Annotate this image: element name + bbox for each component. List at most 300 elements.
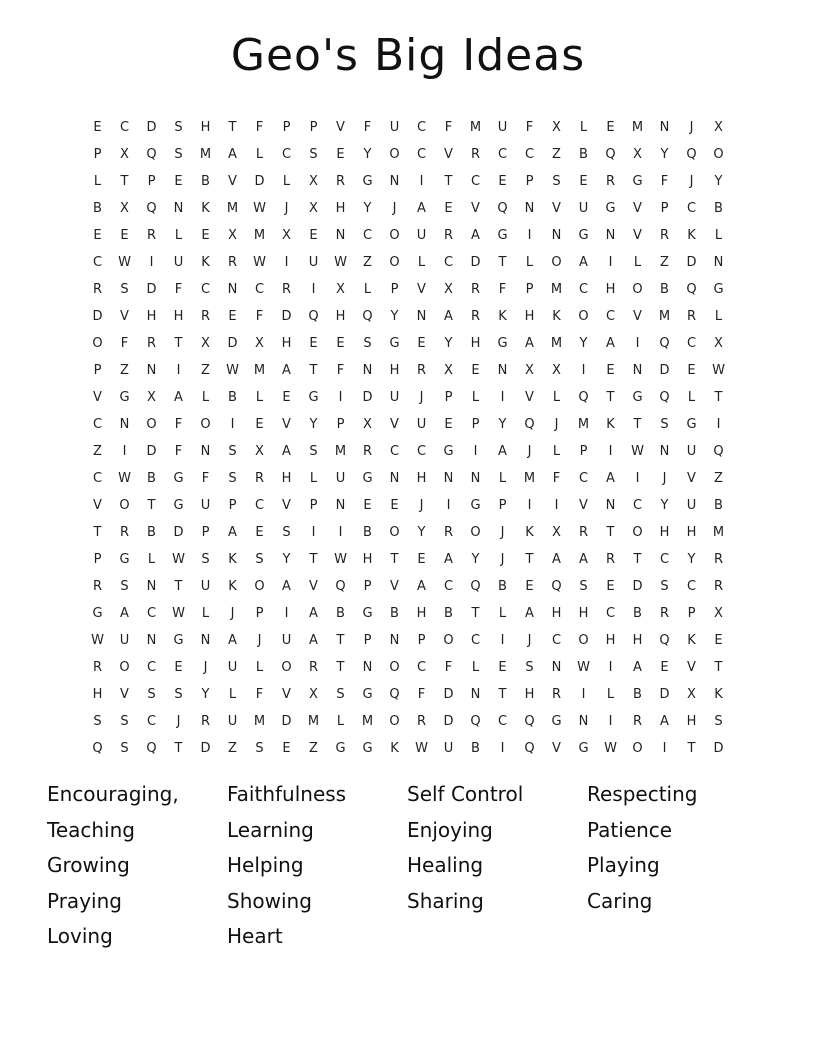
grid-cell: Q [389, 687, 400, 702]
grid-cell: T [714, 390, 723, 405]
grid-cell: V [309, 579, 318, 594]
grid-cell: I [122, 444, 127, 459]
grid-cell: U [416, 417, 427, 432]
grid-cell: W [334, 255, 347, 270]
grid-cell: O [200, 417, 211, 432]
grid-cell: I [284, 255, 289, 270]
grid-row [84, 681, 732, 708]
grid-cell: G [713, 282, 724, 297]
grid-cell: L [579, 120, 588, 135]
grid-cell: E [714, 633, 723, 648]
grid-cell: C [416, 444, 427, 459]
grid-cell: G [119, 552, 130, 567]
grid-cell: L [363, 282, 372, 297]
grid-cell: P [228, 498, 237, 513]
word-list-item: Caring [587, 888, 653, 913]
grid-row [84, 249, 732, 276]
grid-cell: J [527, 444, 532, 459]
grid-cell: A [444, 309, 453, 324]
grid-cell: C [362, 228, 373, 243]
word-list-item: Teaching [47, 817, 135, 842]
grid-row [84, 141, 732, 168]
grid-cell: Z [552, 147, 561, 162]
grid-cell: M [307, 714, 320, 729]
grid-cell: I [338, 390, 343, 405]
grid-cell: W [577, 660, 590, 675]
grid-cell: W [253, 201, 266, 216]
grid-cell: K [228, 552, 237, 567]
grid-cell: T [309, 363, 318, 378]
grid-row [84, 276, 732, 303]
grid-cell: U [200, 498, 211, 513]
grid-cell: C [551, 633, 562, 648]
grid-cell: V [390, 417, 399, 432]
grid-row [84, 330, 732, 357]
grid-cell: I [500, 633, 505, 648]
grid-cell: J [662, 471, 667, 486]
grid-cell: L [255, 390, 264, 405]
grid-cell: I [338, 525, 343, 540]
grid-cell: R [470, 147, 481, 162]
grid-cell: C [497, 147, 508, 162]
grid-cell: B [498, 579, 507, 594]
grid-cell: Q [659, 390, 670, 405]
grid-cell: C [92, 471, 103, 486]
grid-cell: E [363, 498, 372, 513]
grid-cell: O [578, 633, 589, 648]
grid-cell: X [714, 120, 723, 135]
grid-cell: X [552, 363, 561, 378]
word-list-item: Loving [47, 924, 113, 948]
grid-cell: Q [470, 579, 481, 594]
grid-cell: T [120, 174, 129, 189]
grid-row [84, 654, 732, 681]
grid-cell: N [146, 363, 157, 378]
grid-cell: U [335, 471, 346, 486]
grid-cell: N [605, 498, 616, 513]
word-list [47, 782, 767, 960]
grid-cell: O [119, 660, 130, 675]
grid-row [84, 519, 732, 546]
grid-cell: I [635, 471, 640, 486]
grid-cell: A [228, 525, 237, 540]
grid-cell: H [146, 309, 157, 324]
grid-cell: O [470, 525, 481, 540]
grid-cell: B [579, 147, 588, 162]
grid-cell: J [230, 606, 235, 621]
grid-cell: B [471, 741, 480, 756]
grid-cell: P [255, 606, 264, 621]
grid-cell: A [417, 579, 426, 594]
grid-cell: Q [497, 201, 508, 216]
grid-cell: I [149, 255, 154, 270]
grid-cell: K [687, 228, 696, 243]
grid-cell: T [471, 606, 480, 621]
grid-cell: W [118, 471, 131, 486]
grid-cell: T [606, 525, 615, 540]
grid-cell: X [633, 147, 642, 162]
grid-cell: N [470, 471, 481, 486]
grid-cell: B [714, 498, 723, 513]
grid-cell: O [389, 660, 400, 675]
grid-cell: X [201, 336, 210, 351]
grid-cell: X [282, 228, 291, 243]
grid-cell: L [552, 390, 561, 405]
grid-cell: U [443, 741, 454, 756]
grid-cell: G [551, 714, 562, 729]
grid-cell: E [390, 498, 399, 513]
grid-cell: T [174, 579, 183, 594]
grid-cell: U [200, 579, 211, 594]
grid-cell: S [201, 552, 210, 567]
grid-cell: H [416, 606, 427, 621]
grid-cell: N [524, 201, 535, 216]
grid-cell: S [660, 417, 669, 432]
grid-cell: V [687, 660, 696, 675]
grid-cell: H [524, 687, 535, 702]
grid-cell: J [500, 552, 505, 567]
grid-cell: E [336, 336, 345, 351]
grid-cell: A [228, 633, 237, 648]
grid-cell: N [659, 444, 670, 459]
word-list-item: Self Control [407, 782, 524, 806]
grid-cell: R [92, 282, 103, 297]
grid-cell: V [444, 147, 453, 162]
grid-cell: S [525, 660, 534, 675]
grid-cell: D [443, 714, 454, 729]
grid-cell: N [416, 309, 427, 324]
grid-cell: L [147, 552, 156, 567]
grid-cell: C [92, 255, 103, 270]
grid-cell: V [417, 282, 426, 297]
grid-cell: U [281, 633, 292, 648]
grid-cell: B [363, 525, 372, 540]
grid-cell: C [605, 309, 616, 324]
grid-cell: T [525, 552, 534, 567]
grid-cell: C [605, 606, 616, 621]
grid-cell: G [119, 390, 130, 405]
grid-cell: U [578, 201, 589, 216]
grid-cell: C [119, 120, 130, 135]
grid-cell: M [550, 282, 563, 297]
grid-cell: B [93, 201, 102, 216]
grid-cell: A [579, 552, 588, 567]
grid-cell: S [174, 147, 183, 162]
grid-cell: A [633, 660, 642, 675]
grid-cell: Y [579, 336, 588, 351]
grid-cell: E [471, 363, 480, 378]
grid-cell: X [309, 174, 318, 189]
grid-cell: E [660, 660, 669, 675]
grid-cell: J [500, 525, 505, 540]
grid-cell: P [363, 579, 372, 594]
grid-cell: V [633, 309, 642, 324]
grid-cell: G [335, 741, 346, 756]
grid-cell: X [687, 687, 696, 702]
grid-cell: I [608, 444, 613, 459]
grid-cell: Y [687, 552, 696, 567]
grid-cell: Y [363, 147, 372, 162]
grid-cell: T [687, 741, 696, 756]
grid-row [84, 600, 732, 627]
grid-cell: A [579, 255, 588, 270]
word-list-item: Enjoying [407, 817, 493, 842]
grid-cell: B [660, 282, 669, 297]
grid-cell: L [633, 255, 642, 270]
grid-cell: C [146, 606, 157, 621]
grid-cell: R [605, 174, 616, 189]
grid-cell: C [281, 147, 292, 162]
grid-cell: P [525, 282, 534, 297]
grid-cell: Y [201, 687, 210, 702]
grid-cell: P [93, 147, 102, 162]
grid-cell: P [363, 633, 372, 648]
grid-cell: V [471, 201, 480, 216]
grid-cell: F [255, 309, 264, 324]
grid-cell: I [527, 498, 532, 513]
grid-cell: D [686, 255, 697, 270]
grid-cell: Q [524, 741, 535, 756]
grid-cell: X [444, 282, 453, 297]
grid-cell: D [281, 309, 292, 324]
grid-cell: U [227, 714, 238, 729]
grid-cell: S [147, 687, 156, 702]
grid-cell: Q [659, 633, 670, 648]
grid-cell: H [686, 714, 697, 729]
word-list-item: Playing [587, 853, 660, 877]
grid-cell: J [527, 633, 532, 648]
grid-cell: I [608, 660, 613, 675]
grid-cell: G [362, 741, 373, 756]
grid-cell: E [228, 309, 237, 324]
grid-row [84, 627, 732, 654]
grid-cell: A [282, 363, 291, 378]
grid-cell: H [200, 120, 211, 135]
grid-cell: D [713, 741, 724, 756]
grid-cell: C [146, 714, 157, 729]
grid-cell: T [228, 120, 237, 135]
grid-cell: P [147, 174, 156, 189]
grid-cell: F [174, 282, 183, 297]
grid-cell: I [716, 417, 721, 432]
grid-cell: L [336, 714, 345, 729]
grid-row [84, 357, 732, 384]
grid-row [84, 222, 732, 249]
grid-cell: R [200, 714, 211, 729]
grid-cell: W [226, 363, 239, 378]
grid-cell: R [605, 552, 616, 567]
grid-cell: E [579, 174, 588, 189]
grid-cell: R [713, 552, 724, 567]
grid-cell: S [336, 687, 345, 702]
grid-cell: Q [551, 579, 562, 594]
grid-cell: A [606, 336, 615, 351]
grid-cell: W [604, 741, 617, 756]
grid-cell: U [686, 498, 697, 513]
grid-cell: N [146, 633, 157, 648]
grid-cell: C [200, 282, 211, 297]
grid-cell: P [471, 417, 480, 432]
grid-cell: K [201, 201, 210, 216]
grid-cell: F [255, 687, 264, 702]
grid-cell: A [471, 228, 480, 243]
grid-row [84, 492, 732, 519]
grid-cell: G [578, 741, 589, 756]
grid-cell: R [92, 660, 103, 675]
grid-cell: F [174, 444, 183, 459]
grid-cell: D [146, 444, 157, 459]
grid-cell: I [581, 363, 586, 378]
grid-cell: L [687, 390, 696, 405]
grid-cell: U [308, 255, 319, 270]
grid-cell: K [525, 525, 534, 540]
grid-cell: P [93, 363, 102, 378]
grid-cell: D [146, 282, 157, 297]
grid-cell: E [174, 660, 183, 675]
grid-cell: X [255, 336, 264, 351]
grid-cell: H [416, 471, 427, 486]
grid-cell: E [498, 174, 507, 189]
word-list-item: Encouraging, [47, 782, 179, 806]
grid-cell: V [282, 498, 291, 513]
grid-cell: D [92, 309, 103, 324]
grid-cell: S [120, 741, 129, 756]
grid-cell: O [281, 660, 292, 675]
grid-cell: B [390, 606, 399, 621]
grid-cell: M [253, 228, 266, 243]
grid-cell: T [498, 255, 507, 270]
grid-cell: Q [578, 390, 589, 405]
grid-cell: V [633, 228, 642, 243]
grid-cell: X [552, 525, 561, 540]
grid-cell: G [497, 336, 508, 351]
grid-cell: N [389, 633, 400, 648]
grid-cell: P [498, 498, 507, 513]
grid-cell: K [687, 633, 696, 648]
grid-cell: J [284, 201, 289, 216]
grid-cell: X [714, 606, 723, 621]
grid-cell: D [659, 687, 670, 702]
grid-cell: M [199, 147, 212, 162]
grid-cell: M [550, 336, 563, 351]
grid-cell: Z [309, 741, 318, 756]
grid-cell: B [714, 201, 723, 216]
grid-cell: Z [714, 471, 723, 486]
grid-cell: N [551, 228, 562, 243]
grid-cell: D [254, 174, 265, 189]
grid-cell: V [93, 390, 102, 405]
grid-cell: S [174, 120, 183, 135]
grid-cell: Y [660, 498, 669, 513]
grid-cell: P [309, 498, 318, 513]
grid-cell: A [498, 444, 507, 459]
grid-cell: Q [686, 147, 697, 162]
grid-cell: R [659, 606, 670, 621]
grid-cell: R [146, 336, 157, 351]
grid-cell: Q [92, 741, 103, 756]
grid-cell: X [309, 201, 318, 216]
word-list-item: Healing [407, 853, 484, 877]
grid-cell: B [201, 174, 210, 189]
grid-cell: F [660, 174, 669, 189]
grid-cell: J [203, 660, 208, 675]
grid-cell: P [444, 390, 453, 405]
grid-cell: F [417, 687, 426, 702]
grid-cell: E [309, 336, 318, 351]
grid-cell: R [308, 660, 319, 675]
word-list-item: Patience [587, 817, 673, 842]
grid-cell: C [416, 120, 427, 135]
grid-cell: E [120, 228, 129, 243]
grid-cell: I [311, 525, 316, 540]
grid-cell: D [632, 579, 643, 594]
grid-row [84, 168, 732, 195]
grid-cell: I [446, 498, 451, 513]
grid-cell: S [282, 525, 291, 540]
grid-cell: A [417, 201, 426, 216]
grid-cell: M [253, 714, 266, 729]
grid-cell: H [281, 336, 292, 351]
grid-cell: H [632, 633, 643, 648]
grid-cell: G [92, 606, 103, 621]
grid-cell: R [227, 255, 238, 270]
grid-cell: O [551, 255, 562, 270]
grid-cell: Q [470, 714, 481, 729]
grid-cell: P [525, 174, 534, 189]
grid-cell: O [389, 228, 400, 243]
grid-cell: G [362, 174, 373, 189]
grid-cell: C [470, 174, 481, 189]
grid-cell: E [525, 579, 534, 594]
grid-cell: E [417, 336, 426, 351]
grid-cell: M [361, 714, 374, 729]
grid-cell: Y [660, 147, 669, 162]
grid-cell: C [416, 147, 427, 162]
grid-cell: O [443, 633, 454, 648]
grid-cell: G [632, 390, 643, 405]
grid-cell: R [281, 282, 292, 297]
grid-cell: A [660, 714, 669, 729]
grid-cell: Y [309, 417, 318, 432]
grid-cell: U [227, 660, 238, 675]
grid-cell: C [146, 660, 157, 675]
grid-cell: G [443, 444, 454, 459]
word-search-grid [84, 114, 732, 762]
grid-cell: I [284, 606, 289, 621]
grid-cell: X [120, 147, 129, 162]
grid-cell: H [605, 282, 616, 297]
grid-cell: X [363, 417, 372, 432]
grid-cell: I [419, 174, 424, 189]
grid-cell: J [392, 201, 397, 216]
grid-cell: R [119, 525, 130, 540]
grid-cell: Z [660, 255, 669, 270]
grid-cell: O [389, 255, 400, 270]
grid-cell: E [336, 147, 345, 162]
grid-cell: C [254, 282, 265, 297]
grid-cell: K [498, 309, 507, 324]
grid-cell: H [470, 336, 481, 351]
grid-cell: F [444, 660, 453, 675]
grid-cell: N [362, 363, 373, 378]
grid-cell: X [525, 363, 534, 378]
grid-cell: N [227, 282, 238, 297]
grid-cell: M [577, 417, 590, 432]
grid-cell: C [659, 552, 670, 567]
grid-cell: R [686, 309, 697, 324]
grid-cell: P [93, 552, 102, 567]
grid-cell: L [525, 255, 534, 270]
